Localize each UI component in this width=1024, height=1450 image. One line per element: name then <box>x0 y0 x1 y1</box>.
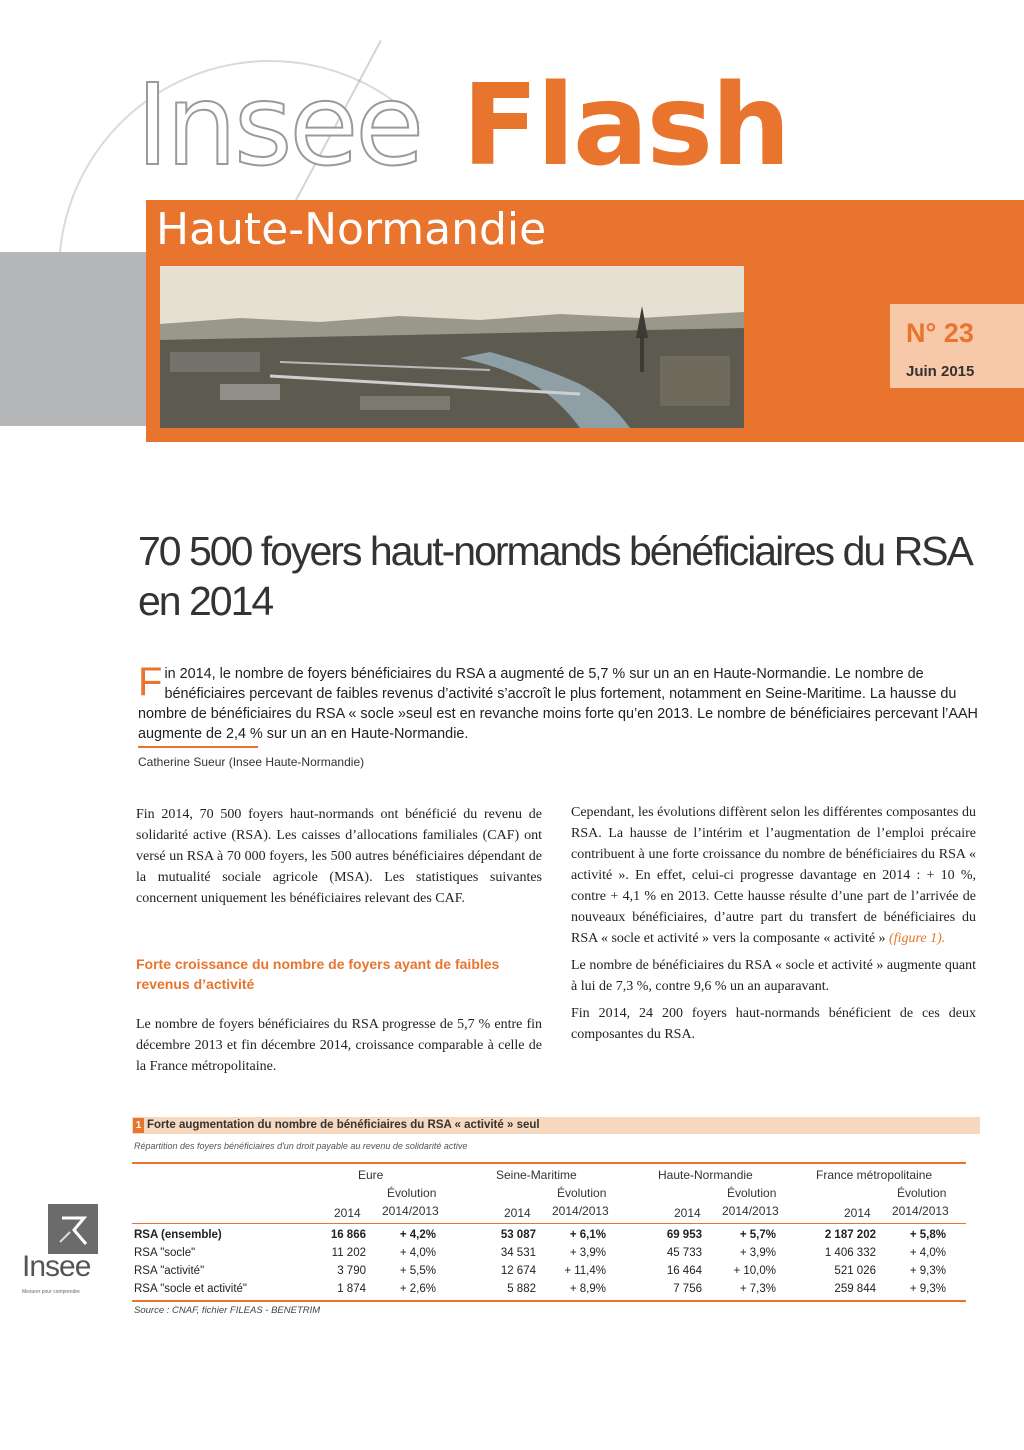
figure-title: Forte augmentation du nombre de bénéficiaires du RSA « activité » seul <box>147 1119 540 1131</box>
table-source: Source : CNAF, fichier FILEAS - BENETRIM <box>134 1305 321 1316</box>
paragraph: Fin 2014, 24 200 foyers haut-normands bénéficient de ces deux composantes du RSA. <box>571 1006 976 1042</box>
city-panorama-photo <box>160 266 744 428</box>
table-cell: + 8,9% <box>569 1283 606 1295</box>
table-cell: + 5,8% <box>909 1229 946 1241</box>
table-cell: + 9,3% <box>909 1283 946 1295</box>
table-header-evolution: Évolution <box>897 1186 947 1200</box>
table-header-region: Seine-Maritime <box>496 1168 577 1182</box>
table-row-label: RSA "activité" <box>134 1265 205 1277</box>
table-cell: + 4,0% <box>909 1247 946 1259</box>
table-cell: 12 674 <box>500 1265 536 1277</box>
insee-logo-text: Insee <box>22 1250 91 1283</box>
table-cell: 2 187 202 <box>824 1229 876 1241</box>
table-cell: 16 866 <box>330 1229 366 1241</box>
right-column <box>571 802 976 1045</box>
table-header-period: 2014/2013 <box>722 1204 779 1218</box>
table-header-evolution: Évolution <box>557 1186 607 1200</box>
issue-number: N° 23 <box>906 318 974 348</box>
table-cell: 521 026 <box>834 1265 876 1277</box>
insee-logo-tagline: Mesurer pour comprendre <box>22 1289 80 1295</box>
table-cell: 53 087 <box>500 1229 536 1241</box>
table-rule-mid <box>132 1223 966 1224</box>
table-row-label: RSA "socle" <box>134 1247 196 1259</box>
table-header-evolution: Évolution <box>387 1186 437 1200</box>
table-cell: + 5,5% <box>399 1265 436 1277</box>
summary-rule <box>138 746 258 748</box>
table-cell: 3 790 <box>337 1265 366 1277</box>
table-cell: + 3,9% <box>569 1247 606 1259</box>
table-cell: 1 874 <box>337 1283 366 1295</box>
author: Catherine Sueur (Insee Haute-Normandie) <box>138 755 365 769</box>
table-header-year: 2014 <box>674 1206 701 1220</box>
table-cell: 11 202 <box>331 1247 366 1259</box>
table-header-region: Eure <box>358 1168 384 1182</box>
paragraph: Le nombre de bénéficiaires du RSA « socle et activité » augmente quant à lui de 7,3 %, contre 9,6 % un an auparavant. <box>571 958 976 994</box>
table-cell: + 5,7% <box>739 1229 776 1241</box>
insee-logo-icon <box>48 1204 98 1254</box>
paragraph: Fin 2014, 70 500 foyers haut-normands ont bénéficié du revenu de solidarité active (RSA). Les caisses d’allocations familiales (CAF) ont versé un RSA à 70 000 foyers, les 500 autres bénéficiaires dépendant de la mutualité sociale agricole (MSA). Les statistiques suivantes concernent uniquement les bénéficiaires relevant des CAF. <box>136 807 542 906</box>
table-cell: + 10,0% <box>733 1265 776 1277</box>
table-header-year: 2014 <box>504 1206 531 1220</box>
figure-subtitle: Répartition des foyers bénéficiaires d'un droit payable au revenu de solidarité active <box>134 1141 468 1151</box>
table-header-period: 2014/2013 <box>892 1204 949 1218</box>
table-cell: 45 733 <box>666 1247 702 1259</box>
insee-logo-mark <box>48 1204 98 1254</box>
table-header-period: 2014/2013 <box>552 1204 609 1218</box>
table-cell: + 11,4% <box>564 1265 606 1277</box>
table-cell: + 9,3% <box>909 1265 946 1277</box>
figure-number: 1 <box>133 1118 144 1133</box>
table-header-evolution: Évolution <box>727 1186 777 1200</box>
section-heading: Forte croissance du nombre de foyers ayant de faibles revenus d’activité <box>136 956 500 992</box>
table-row-label: RSA "socle et activité" <box>134 1283 247 1295</box>
table-cell: 5 882 <box>507 1283 536 1295</box>
left-column-paragraph-1 <box>136 804 542 909</box>
page-title: 70 500 foyers haut-normands bénéficiaires du RSA en 2014 <box>138 528 970 624</box>
table-cell: + 4,0% <box>399 1247 436 1259</box>
header-gray-band <box>0 252 148 426</box>
table-cell: + 7,3% <box>739 1283 776 1295</box>
summary-text: in 2014, le nombre de foyers bénéficiaires du RSA a augmenté de 5,7 % sur un an en Haute-Normandie. Le nombre de bénéficiaires percevant de faibles revenus d’activité s’accroît le plus fortement, notamment en Seine-Maritime. La hausse du nombre de bénéficiaires du RSA « socle »seul est en revanche moins forte qu’en 2013. Le nombre de bénéficiaires percevant l’AAH augmente de 2,4 % sur un an en Haute-Normandie. <box>138 666 978 742</box>
paragraph-text: Cependant, les évolutions diffèrent selon les différentes composantes du RSA. La hausse de l’intérim et l’augmentation de l’emploi précaire contribuent à une forte croissance du nombre de bénéficiaires du RSA « activité ». En effet, celui-ci progresse davantage en 2014 : + 10 %, contre + 4,1 % en 2013. Cette hausse résulte d’une part de l’arrivée de nouveaux bénéficiaires, d’autre part du transfert de bénéficiaires du RSA « socle et activité » vers la composante « activité » <box>571 805 976 946</box>
table-cell: + 3,9% <box>739 1247 776 1259</box>
table-cell: 16 464 <box>666 1265 702 1277</box>
figure-reference-link[interactable]: (figure 1). <box>889 931 946 946</box>
table-cell: 69 953 <box>666 1229 702 1241</box>
brand-flash: Flash <box>462 61 789 191</box>
table-cell: 259 844 <box>834 1283 876 1295</box>
table-header-region: France métropolitaine <box>816 1168 933 1182</box>
issue-date: Juin 2015 <box>906 363 975 380</box>
table-header-region: Haute-Normandie <box>658 1168 753 1182</box>
table-rule-top <box>132 1162 966 1164</box>
table-cell: 34 531 <box>500 1247 536 1259</box>
table-header-year: 2014 <box>334 1206 361 1220</box>
left-column-paragraph-2 <box>136 1014 542 1077</box>
paragraph: Le nombre de foyers bénéficiaires du RSA progresse de 5,7 % entre fin décembre 2013 et fin décembre 2014, croissance comparable à celle de la France métropolitaine. <box>136 1017 542 1074</box>
table-rule-bottom <box>132 1300 966 1302</box>
summary <box>138 660 978 744</box>
brand-insee: Insee <box>136 61 422 191</box>
table-cell: 1 406 332 <box>824 1247 876 1259</box>
table-cell: + 6,1% <box>569 1229 606 1241</box>
table-cell: + 4,2% <box>399 1229 436 1241</box>
summary-dropcap: F <box>138 660 163 704</box>
table-header-year: 2014 <box>844 1206 871 1220</box>
paragraph <box>571 802 976 949</box>
city-panorama-illustration <box>160 266 744 428</box>
table-row-label: RSA (ensemble) <box>134 1229 222 1241</box>
table-cell: 7 756 <box>673 1283 702 1295</box>
table-header-period: 2014/2013 <box>382 1204 439 1218</box>
region-name: Haute-Normandie <box>156 204 547 255</box>
table-cell: + 2,6% <box>399 1283 436 1295</box>
